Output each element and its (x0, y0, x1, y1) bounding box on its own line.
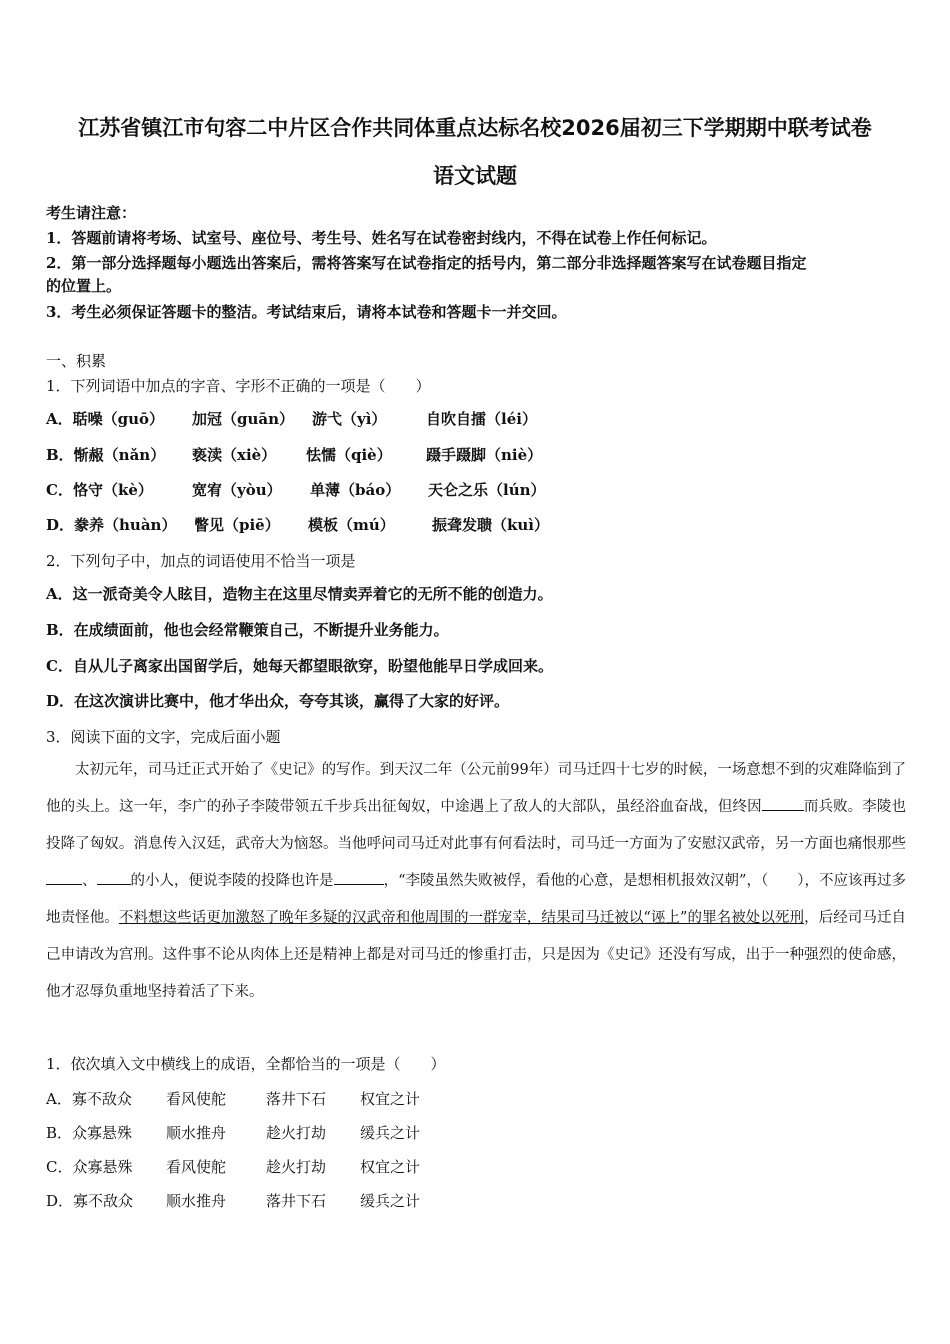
q1-stem: 1．下列词语中加点的字音、字形不正确的一项是（ ） (46, 377, 431, 395)
section-heading: 一、积累 (46, 352, 107, 370)
option-term: 亵渎（xiè） (192, 446, 277, 464)
q3-sub1-stem: 1．依次填入文中横线上的成语，全都恰当的一项是（ ） (46, 1055, 446, 1073)
passage-text: 、 (82, 873, 97, 889)
option-term: 权宜之计 (360, 1090, 421, 1108)
q2-option-c: C．自从儿子离家出国留学后，她每天都望眼欲穿，盼望他能早日学成回来。 (46, 657, 553, 675)
option-term: 模板（mú） (308, 516, 395, 534)
fill-blank (334, 870, 384, 885)
option-term: A．寡不敌众 (46, 1090, 132, 1108)
option-term: 看风使舵 (166, 1158, 227, 1176)
option-term: C．恪守（kè） (46, 481, 153, 499)
q2-stem: 2．下列句子中，加点的词语使用不恰当一项是 (46, 552, 356, 570)
passage-text: 而兵败。李陵也投降了匈奴。消息传入汉廷，武帝大为恼怒。当他呼问司马迁对此事有何看法时，司马迁一方面为了安慰汉武帝，另一方面也痛恨那些 (46, 799, 906, 852)
option-term: 自吹自擂（léi） (426, 410, 537, 428)
option-term: 趁火打劫 (266, 1124, 327, 1142)
q1-option-d (46, 514, 549, 536)
option-term: 趁火打劫 (266, 1158, 327, 1176)
notice-item-1: 1．答题前请将考场、试室号、座位号、考生号、姓名写在试卷密封线内，不得在试卷上作任何标记。 (46, 229, 717, 247)
q1-option-a (46, 408, 537, 430)
notice-heading: 考生请注意： (46, 204, 137, 222)
q3-sub1-option-b (46, 1122, 420, 1144)
q3-stem: 3．阅读下面的文字，完成后面小题 (46, 728, 281, 746)
option-term: 瞥见（piē） (194, 516, 280, 534)
fill-blank (762, 796, 804, 811)
option-term: C．众寡悬殊 (46, 1158, 133, 1176)
option-term: 宽宥（yòu） (192, 481, 282, 499)
exam-title: 江苏省镇江市句容二中片区合作共同体重点达标名校2026届初三下学期期中联考试卷 (78, 116, 872, 140)
q2-option-a: A．这一派奇美令人眩目，造物主在这里尽情卖弄着它的无所不能的创造力。 (46, 585, 553, 603)
q1-option-b (46, 444, 542, 466)
q3-sub1-option-a (46, 1088, 420, 1110)
passage-text: 的小人，便说李陵的投降也许是 (130, 873, 334, 889)
option-term: 落井下石 (266, 1090, 327, 1108)
option-term: B．惭赧（nǎn） (46, 446, 166, 464)
notice-item-2-cont: 的位置上。 (46, 277, 122, 295)
option-term: 落井下石 (266, 1192, 327, 1210)
option-term: A．聒噪（guō） (46, 410, 165, 428)
notice-item-2: 2．第一部分选择题每小题选出答案后，需将答案写在试卷指定的括号内，第二部分非选择题答案写在试卷题目指定 (46, 254, 807, 272)
q3-sub1-option-d (46, 1190, 420, 1212)
option-term: 单薄（báo） (310, 481, 401, 499)
option-term: 权宜之计 (360, 1158, 421, 1176)
passage-text: 太初元年，司马迁正式开始了《史记》的写作。到天汉二年（公元前99年）司马迁四十七岁的时候，一场意想不到的灾难降临到了他的头上。这一年，李广的孙子李陵带领五千步兵出征匈奴，中途遇上了敌人的大部队，虽经浴血奋战，但终因 (46, 762, 906, 815)
option-term: 加冠（guān） (192, 410, 295, 428)
fill-blank (97, 870, 131, 885)
option-term: 游弋（yì） (312, 410, 387, 428)
option-term: 看风使舵 (166, 1090, 227, 1108)
reading-passage (46, 752, 906, 1011)
passage-text: ，后经司马迁自己申请改为宫刑。这件事不论从肉体上还是精神上都是对司马迁的惨重打击，只是因为《史记》还没有写成，出于一种强烈的使命感，他才忍辱负重地坚持着活了下来。 (46, 910, 907, 1000)
option-term: 蹑手蹑脚（niè） (426, 446, 543, 464)
option-term: 缓兵之计 (360, 1192, 421, 1210)
option-term: 怯懦（qiè） (306, 446, 392, 464)
option-term: 振聋发聩（kuì） (432, 516, 549, 534)
fill-blank (46, 870, 82, 885)
q1-option-c (46, 479, 546, 501)
option-term: 顺水推舟 (166, 1192, 227, 1210)
option-term: D．豢养（huàn） (46, 516, 177, 534)
q2-option-d: D．在这次演讲比赛中，他才华出众，夸夸其谈，赢得了大家的好评。 (46, 692, 510, 710)
option-term: D．寡不敌众 (46, 1192, 134, 1210)
option-term: 顺水推舟 (166, 1124, 227, 1142)
q3-sub1-option-c (46, 1156, 420, 1178)
option-term: 天仑之乐（lún） (428, 481, 546, 499)
q2-option-b: B．在成绩面前，他也会经常鞭策自己，不断提升业务能力。 (46, 621, 449, 639)
option-term: B．众寡悬殊 (46, 1124, 133, 1142)
option-term: 缓兵之计 (360, 1124, 421, 1142)
exam-subject: 语文试题 (433, 164, 517, 188)
passage-text: ，“李陵虽然失败被俘，看他的心意，是想相机报效汉朝”，（ ），不应该再过多地责怪他。 (46, 873, 907, 926)
underlined-sentence: 不料想这些话更加激怒了晚年多疑的汉武帝和他周围的一群宠幸，结果司马迁被以“诬上”的罪名被处以死刑 (118, 910, 805, 926)
notice-item-3: 3．考生必须保证答题卡的整洁。考试结束后，请将本试卷和答题卡一并交回。 (46, 303, 567, 321)
